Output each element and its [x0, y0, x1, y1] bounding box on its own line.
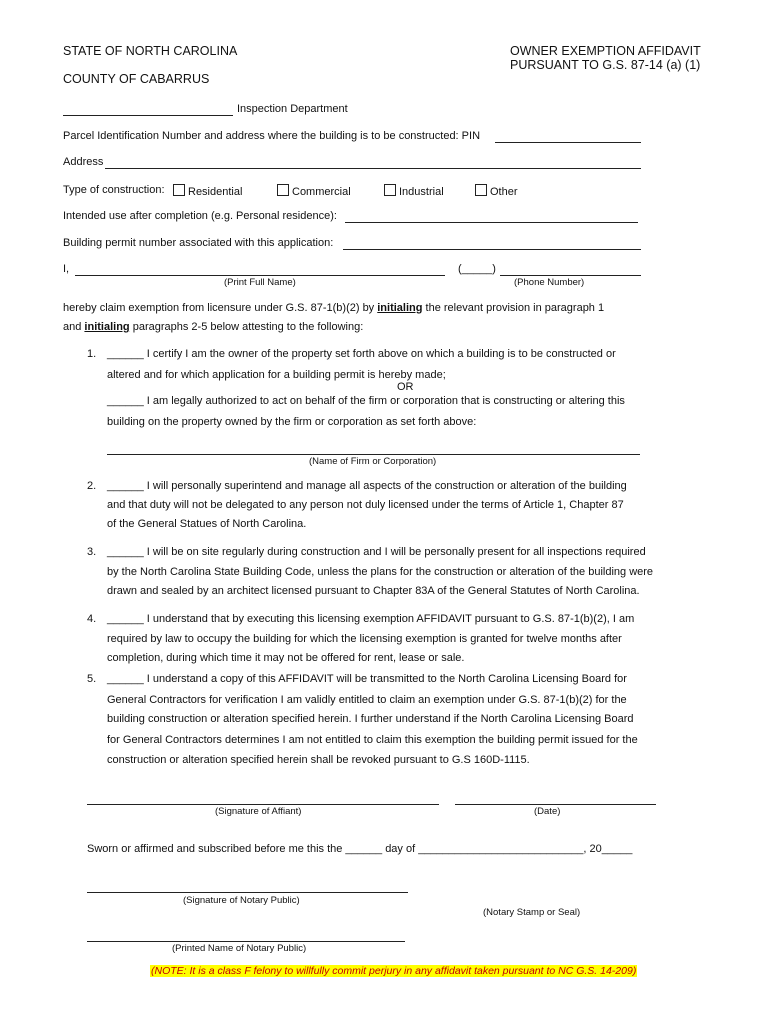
item-1-number: 1. [87, 348, 97, 360]
permit-number-field[interactable] [343, 249, 641, 250]
notary-name-caption: (Printed Name of Notary Public) [172, 943, 307, 954]
item-5-line-1: ______ I understand a copy of this AFFIDAVIT will be transmitted to the North Carolina Licensing Board for [107, 673, 627, 685]
item-4-line-2: required by law to occupy the building for which the licensing exemption is granted for twelve months after [107, 633, 622, 645]
phone-area-code: (_____) [458, 263, 496, 275]
pin-field[interactable] [495, 142, 641, 143]
item-3-line-1: ______ I will be on site regularly during construction and I will be personally present for all inspections required [107, 546, 646, 558]
industrial-checkbox[interactable] [384, 184, 396, 196]
item-2-line-2: and that duty will not be delegated to any person not duly licensed under the terms of Article 1, Chapter 87 [107, 499, 624, 511]
date-caption: (Date) [534, 806, 561, 817]
phone-caption: (Phone Number) [514, 277, 585, 288]
form-subtitle: PURSUANT TO G.S. 87-14 (a) (1) [510, 58, 701, 72]
item-2-line-1: ______ I will personally superintend and manage all aspects of the construction or alteration of the building [107, 480, 627, 492]
perjury-note: (NOTE: It is a class F felony to willfully commit perjury in any affidavit taken pursuant to NC G.S. 14-209) [151, 965, 637, 977]
industrial-label: Industrial [399, 186, 444, 198]
firm-name-field[interactable] [107, 454, 640, 455]
inspection-dept-label: Inspection Department [237, 103, 348, 115]
sworn-statement: Sworn or affirmed and subscribed before me this the ______ day of ___________________________, 20_____ [87, 843, 633, 855]
inspection-dept-field[interactable] [63, 115, 233, 116]
permit-number-label: Building permit number associated with this application: [63, 237, 334, 249]
residential-label: Residential [188, 186, 243, 198]
notary-stamp-caption: (Notary Stamp or Seal) [483, 907, 581, 918]
residential-option[interactable] [173, 184, 242, 198]
item-5-number: 5. [87, 673, 97, 685]
notary-signature-field[interactable] [87, 892, 408, 893]
address-label: Address [63, 156, 104, 168]
item-4-line-3: completion, during which time it may not be offered for rent, lease or sale. [107, 652, 465, 664]
item-3-line-3: drawn and sealed by an architect licensed pursuant to Chapter 83A of the General Statutes of North Carolina. [107, 585, 640, 597]
item-5-line-5: construction or alteration specified herein shall be revoked pursuant to G.S 160D-1115. [107, 754, 530, 766]
commercial-checkbox[interactable] [277, 184, 289, 196]
item-5-line-3: building construction or alteration specified herein. I further understand if the North Carolina Licensing Board [107, 713, 634, 725]
parcel-label: Parcel Identification Number and address where the building is to be constructed: PIN [63, 130, 481, 142]
item-4-line-1: ______ I understand that by executing this licensing exemption AFFIDAVIT pursuant to G.S. 87-1(b)(2), I am [107, 613, 635, 625]
i-label: I, [63, 263, 70, 275]
form-title: OWNER EXEMPTION AFFIDAVIT [510, 44, 701, 58]
residential-checkbox[interactable] [173, 184, 185, 196]
full-name-field[interactable] [75, 275, 445, 276]
intro-line-1: hereby claim exemption from licensure under G.S. 87-1(b)(2) by initialing the relevant provision in paragraph 1 [63, 302, 605, 314]
item-5-line-4: for General Contractors determines I am not entitled to claim this exemption the building permit issued for the [107, 734, 638, 746]
intended-use-label: Intended use after completion (e.g. Personal residence): [63, 210, 337, 222]
notary-signature-caption: (Signature of Notary Public) [183, 895, 300, 906]
item-1-or: OR [397, 381, 414, 393]
commercial-label: Commercial [292, 186, 351, 198]
address-field[interactable] [105, 168, 641, 169]
other-option[interactable] [475, 184, 518, 198]
item-4-number: 4. [87, 613, 97, 625]
item-1-line-1: ______ I certify I am the owner of the property set forth above on which a building is to be constructed or [107, 348, 616, 360]
item-3-number: 3. [87, 546, 97, 558]
affiant-signature-caption: (Signature of Affiant) [215, 806, 302, 817]
notary-name-field[interactable] [87, 941, 405, 942]
commercial-option[interactable] [277, 184, 351, 198]
other-checkbox[interactable] [475, 184, 487, 196]
other-label: Other [490, 186, 518, 198]
print-name-caption: (Print Full Name) [224, 277, 296, 288]
date-field[interactable] [455, 804, 656, 805]
state-heading: STATE OF NORTH CAROLINA [63, 44, 238, 58]
item-1-line-4: building on the property owned by the firm or corporation as set forth above: [107, 416, 477, 428]
industrial-option[interactable] [384, 184, 444, 198]
intended-use-field[interactable] [345, 222, 638, 223]
county-heading: COUNTY OF CABARRUS [63, 72, 210, 86]
affiant-signature-field[interactable] [87, 804, 439, 805]
item-5-line-2: General Contractors for verification I am validly entitled to claim an exemption under G.S. 87-1(b)(2) for the [107, 694, 627, 706]
intro-line-2: and initialing paragraphs 2-5 below attesting to the following: [63, 321, 364, 333]
item-1-line-2: altered and for which application for a building permit is hereby made; [107, 369, 446, 381]
item-1-line-3: ______ I am legally authorized to act on behalf of the firm or corporation that is constructing or altering this [107, 395, 625, 407]
construction-label: Type of construction: [63, 184, 165, 196]
item-2-number: 2. [87, 480, 97, 492]
item-3-line-2: by the North Carolina State Building Code, unless the plans for the construction or alteration of the building were [107, 566, 654, 578]
item-2-line-3: of the General Statues of North Carolina. [107, 518, 307, 530]
phone-field[interactable] [500, 275, 641, 276]
firm-name-caption: (Name of Firm or Corporation) [309, 456, 437, 467]
